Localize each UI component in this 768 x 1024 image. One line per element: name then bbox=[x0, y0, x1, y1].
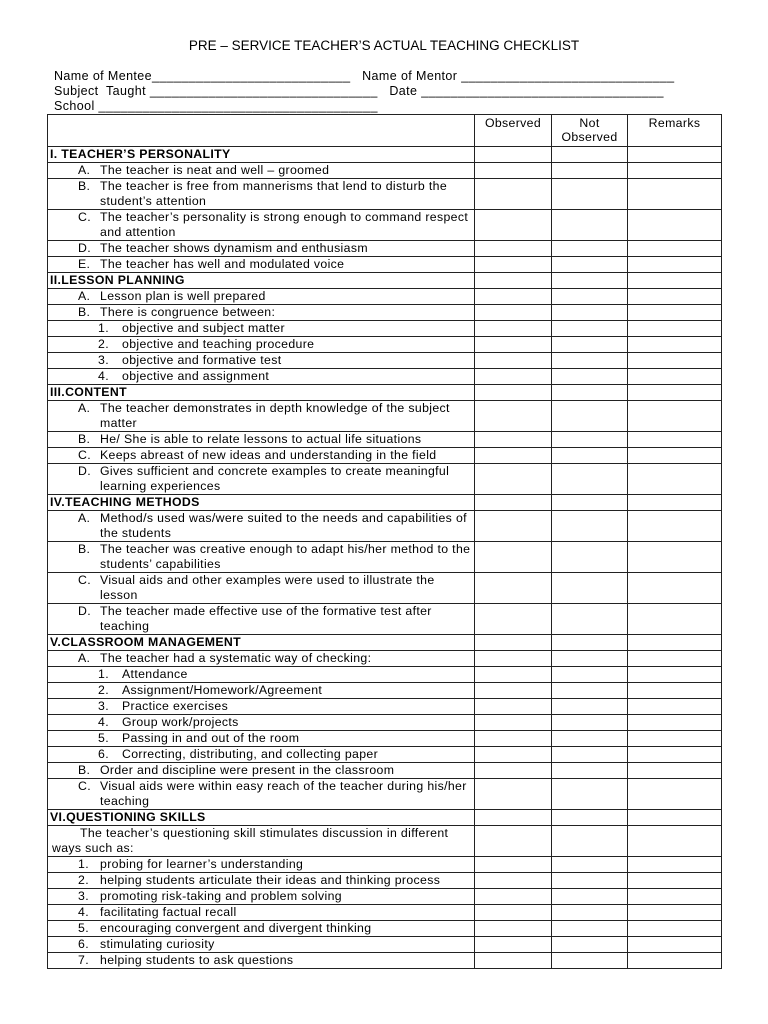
observed-cell[interactable] bbox=[475, 511, 552, 542]
item-marker: D. bbox=[78, 241, 91, 255]
remarks-cell[interactable] bbox=[628, 147, 722, 163]
table-row bbox=[48, 604, 722, 635]
item-text: probing for learner’s understanding bbox=[100, 857, 304, 871]
remarks-cell[interactable] bbox=[628, 448, 722, 464]
criterion-cell bbox=[48, 905, 475, 921]
item-marker: B. bbox=[78, 542, 91, 556]
not-observed-cell[interactable] bbox=[552, 937, 628, 953]
table-row bbox=[48, 937, 722, 953]
criterion-cell bbox=[48, 321, 475, 337]
item-text: The teacher demonstrates in depth knowledge of the subject matter bbox=[100, 401, 450, 430]
remarks-cell[interactable] bbox=[628, 241, 722, 257]
item-text: The teacher’s personality is strong enough to command respect and attention bbox=[100, 210, 469, 239]
not-observed-cell[interactable] bbox=[552, 921, 628, 937]
section-row bbox=[48, 385, 722, 401]
not-observed-cell[interactable] bbox=[552, 289, 628, 305]
not-observed-cell[interactable] bbox=[552, 667, 628, 683]
table-row bbox=[48, 573, 722, 604]
criterion-cell bbox=[48, 889, 475, 905]
criterion-cell bbox=[48, 337, 475, 353]
item-marker: A. bbox=[78, 651, 91, 665]
item-marker: A. bbox=[78, 289, 91, 303]
not-observed-cell[interactable] bbox=[552, 651, 628, 667]
criterion-cell bbox=[48, 305, 475, 321]
observed-cell[interactable] bbox=[475, 210, 552, 241]
item-marker: E. bbox=[78, 257, 91, 271]
not-observed-cell[interactable] bbox=[552, 337, 628, 353]
not-observed-cell[interactable] bbox=[552, 321, 628, 337]
section-row bbox=[48, 273, 722, 289]
observed-cell[interactable] bbox=[475, 147, 552, 163]
criterion-cell bbox=[48, 257, 475, 273]
criterion-cell bbox=[48, 667, 475, 683]
remarks-cell[interactable] bbox=[628, 810, 722, 826]
observed-cell[interactable] bbox=[475, 810, 552, 826]
table-row bbox=[48, 369, 722, 385]
item-text: Assignment/Homework/Agreement bbox=[122, 683, 323, 697]
item-text: Method/s used was/were suited to the needs and capabilities of the students bbox=[100, 511, 467, 540]
item-marker: D. bbox=[78, 604, 91, 618]
criterion-cell bbox=[48, 715, 475, 731]
section-heading bbox=[48, 495, 475, 511]
observed-cell[interactable] bbox=[475, 857, 552, 873]
table-row bbox=[48, 511, 722, 542]
not-observed-cell[interactable] bbox=[552, 273, 628, 289]
observed-cell[interactable] bbox=[475, 432, 552, 448]
item-marker: 3. bbox=[78, 889, 89, 903]
table-row bbox=[48, 921, 722, 937]
table-row bbox=[48, 305, 722, 321]
criterion-cell bbox=[48, 857, 475, 873]
remarks-cell[interactable] bbox=[628, 763, 722, 779]
table-row bbox=[48, 321, 722, 337]
remarks-cell[interactable] bbox=[628, 257, 722, 273]
observed-cell[interactable] bbox=[475, 715, 552, 731]
item-marker: 4. bbox=[78, 905, 89, 919]
criteria-header bbox=[48, 115, 475, 147]
item-marker: B. bbox=[78, 432, 91, 446]
table-row bbox=[48, 651, 722, 667]
item-text: facilitating factual recall bbox=[100, 905, 237, 919]
item-text: The teacher is free from mannerisms that lend to disturb the student’s attention bbox=[100, 179, 448, 208]
item-text: The teacher has well and modulated voice bbox=[100, 257, 345, 271]
observed-cell[interactable] bbox=[475, 289, 552, 305]
item-text: The teacher is neat and well – groomed bbox=[100, 163, 330, 177]
not-observed-cell[interactable] bbox=[552, 857, 628, 873]
table-row bbox=[48, 448, 722, 464]
observed-cell[interactable] bbox=[475, 826, 552, 857]
item-marker: 2. bbox=[78, 873, 89, 887]
observed-cell[interactable] bbox=[475, 747, 552, 763]
remarks-cell[interactable] bbox=[628, 889, 722, 905]
remarks-cell[interactable] bbox=[628, 921, 722, 937]
table-row bbox=[48, 857, 722, 873]
not-observed-cell[interactable] bbox=[552, 257, 628, 273]
item-text: objective and assignment bbox=[122, 369, 270, 383]
item-text: helping students to ask questions bbox=[100, 953, 294, 967]
item-text: Order and discipline were present in the classroom bbox=[100, 763, 395, 777]
item-text: IV.TEACHING METHODS bbox=[50, 495, 200, 509]
item-text: The teacher made effective use of the formative test after teaching bbox=[100, 604, 432, 633]
criterion-cell bbox=[48, 953, 475, 969]
observed-cell[interactable] bbox=[475, 385, 552, 401]
item-marker: C. bbox=[78, 573, 91, 587]
observed-cell[interactable] bbox=[475, 542, 552, 573]
criterion-cell bbox=[48, 210, 475, 241]
remarks-cell[interactable] bbox=[628, 401, 722, 432]
table-row bbox=[48, 464, 722, 495]
table-row bbox=[48, 731, 722, 747]
remarks-cell[interactable] bbox=[628, 937, 722, 953]
remarks-cell[interactable] bbox=[628, 305, 722, 321]
item-text: Practice exercises bbox=[122, 699, 229, 713]
item-marker: D. bbox=[78, 464, 91, 478]
observed-cell[interactable] bbox=[475, 889, 552, 905]
item-marker: 4. bbox=[98, 715, 109, 729]
observed-cell[interactable] bbox=[475, 731, 552, 747]
observed-cell[interactable] bbox=[475, 273, 552, 289]
table-row bbox=[48, 763, 722, 779]
criterion-cell bbox=[48, 731, 475, 747]
remarks-cell[interactable] bbox=[628, 369, 722, 385]
criterion-cell bbox=[48, 699, 475, 715]
observed-cell[interactable] bbox=[475, 635, 552, 651]
item-text: objective and teaching procedure bbox=[122, 337, 315, 351]
observed-cell[interactable] bbox=[475, 763, 552, 779]
criterion-cell bbox=[48, 651, 475, 667]
remarks-cell[interactable] bbox=[628, 210, 722, 241]
criterion-cell bbox=[48, 779, 475, 810]
item-marker: 1. bbox=[78, 857, 89, 871]
item-text: II.LESSON PLANNING bbox=[50, 273, 185, 287]
section-row bbox=[48, 635, 722, 651]
not-observed-cell[interactable] bbox=[552, 826, 628, 857]
observed-cell[interactable] bbox=[475, 937, 552, 953]
table-row bbox=[48, 353, 722, 369]
remarks-cell[interactable] bbox=[628, 635, 722, 651]
item-text: The teacher shows dynamism and enthusiasm bbox=[100, 241, 368, 255]
item-marker: 5. bbox=[98, 731, 109, 745]
item-marker: 5. bbox=[78, 921, 89, 935]
remarks-cell[interactable] bbox=[628, 321, 722, 337]
item-marker: 1. bbox=[98, 321, 109, 335]
item-marker: A. bbox=[78, 511, 91, 525]
item-marker: 6. bbox=[98, 747, 109, 761]
criterion-cell bbox=[48, 683, 475, 699]
section-heading bbox=[48, 810, 475, 826]
criterion-cell bbox=[48, 937, 475, 953]
table-row bbox=[48, 179, 722, 210]
item-text: III.CONTENT bbox=[50, 385, 127, 399]
criterion-cell bbox=[48, 163, 475, 179]
remarks-cell[interactable] bbox=[628, 857, 722, 873]
table-row bbox=[48, 873, 722, 889]
not-observed-cell[interactable] bbox=[552, 715, 628, 731]
item-text: Lesson plan is well prepared bbox=[100, 289, 266, 303]
observed-cell[interactable] bbox=[475, 667, 552, 683]
item-marker: 1. bbox=[98, 667, 109, 681]
remarks-header: Remarks bbox=[628, 115, 722, 147]
criterion-cell bbox=[48, 369, 475, 385]
not-observed-cell[interactable] bbox=[552, 163, 628, 179]
item-text: The teacher had a systematic way of checking: bbox=[100, 651, 372, 665]
remarks-cell[interactable] bbox=[628, 747, 722, 763]
item-marker: C. bbox=[78, 779, 91, 793]
remarks-cell[interactable] bbox=[628, 905, 722, 921]
criterion-cell bbox=[48, 432, 475, 448]
remarks-cell[interactable] bbox=[628, 873, 722, 889]
item-marker: B. bbox=[78, 763, 91, 777]
item-marker: 4. bbox=[98, 369, 109, 383]
observed-cell[interactable] bbox=[475, 495, 552, 511]
observed-cell[interactable] bbox=[475, 257, 552, 273]
table-row bbox=[48, 699, 722, 715]
not-observed-cell[interactable] bbox=[552, 448, 628, 464]
observed-cell[interactable] bbox=[475, 905, 552, 921]
item-text: stimulating curiosity bbox=[100, 937, 215, 951]
not-observed-cell[interactable] bbox=[552, 889, 628, 905]
item-text: encouraging convergent and divergent thinking bbox=[100, 921, 372, 935]
remarks-cell[interactable] bbox=[628, 495, 722, 511]
item-text: Visual aids were within easy reach of the teacher during his/her teaching bbox=[100, 779, 467, 808]
observed-cell[interactable] bbox=[475, 573, 552, 604]
observed-cell[interactable] bbox=[475, 651, 552, 667]
item-marker: A. bbox=[78, 163, 91, 177]
observed-header: Observed bbox=[475, 115, 552, 147]
not-observed-cell[interactable] bbox=[552, 604, 628, 635]
not-observed-cell[interactable] bbox=[552, 305, 628, 321]
item-marker: A. bbox=[78, 401, 91, 415]
table-row bbox=[48, 432, 722, 448]
item-text: Passing in and out of the room bbox=[122, 731, 300, 745]
criterion-cell bbox=[48, 179, 475, 210]
item-marker: 6. bbox=[78, 937, 89, 951]
observed-cell[interactable] bbox=[475, 448, 552, 464]
observed-cell[interactable] bbox=[475, 873, 552, 889]
section-heading bbox=[48, 273, 475, 289]
remarks-cell[interactable] bbox=[628, 683, 722, 699]
item-marker: B. bbox=[78, 179, 91, 193]
school-field-line[interactable]: School ______________________________________ bbox=[54, 99, 378, 113]
observed-cell[interactable] bbox=[475, 369, 552, 385]
item-text: objective and formative test bbox=[122, 353, 282, 367]
observed-cell[interactable] bbox=[475, 953, 552, 969]
remarks-cell[interactable] bbox=[628, 715, 722, 731]
not-observed-cell[interactable] bbox=[552, 495, 628, 511]
not-observed-cell[interactable] bbox=[552, 905, 628, 921]
criterion-cell bbox=[48, 747, 475, 763]
not-observed-cell[interactable] bbox=[552, 401, 628, 432]
mentee-mentor-field-line[interactable]: Name of Mentee___________________________ Name of Mentor _____________________________ bbox=[54, 69, 675, 83]
remarks-cell[interactable] bbox=[628, 432, 722, 448]
item-marker: C. bbox=[78, 210, 91, 224]
observed-cell[interactable] bbox=[475, 179, 552, 210]
item-text: Keeps abreast of new ideas and understanding in the field bbox=[100, 448, 437, 462]
not-observed-cell[interactable] bbox=[552, 635, 628, 651]
not-observed-cell[interactable] bbox=[552, 763, 628, 779]
criterion-cell bbox=[48, 921, 475, 937]
not-observed-cell[interactable] bbox=[552, 210, 628, 241]
table-row bbox=[48, 289, 722, 305]
remarks-cell[interactable] bbox=[628, 731, 722, 747]
not-observed-cell[interactable] bbox=[552, 953, 628, 969]
observed-cell[interactable] bbox=[475, 921, 552, 937]
table-row bbox=[48, 953, 722, 969]
item-marker: 7. bbox=[78, 953, 89, 967]
subject-date-field-line[interactable]: Subject Taught _______________________________ Date _________________________________ bbox=[54, 84, 664, 98]
not-observed-cell[interactable] bbox=[552, 385, 628, 401]
remarks-cell[interactable] bbox=[628, 289, 722, 305]
item-text: promoting risk-taking and problem solving bbox=[100, 889, 342, 903]
table-row bbox=[48, 715, 722, 731]
item-text: I. TEACHER’S PERSONALITY bbox=[50, 147, 231, 161]
table-row bbox=[48, 667, 722, 683]
remarks-cell[interactable] bbox=[628, 542, 722, 573]
item-text: The teacher’s questioning skill stimulates discussion in different ways such as: bbox=[52, 826, 449, 855]
remarks-cell[interactable] bbox=[628, 779, 722, 810]
not-observed-cell[interactable] bbox=[552, 747, 628, 763]
table-header-row bbox=[48, 115, 722, 147]
observed-cell[interactable] bbox=[475, 163, 552, 179]
table-row bbox=[48, 163, 722, 179]
criterion-cell bbox=[48, 241, 475, 257]
item-text: Gives sufficient and concrete examples to create meaningful learning experiences bbox=[100, 464, 450, 493]
section-row bbox=[48, 147, 722, 163]
not-observed-cell[interactable] bbox=[552, 683, 628, 699]
not-observed-cell[interactable] bbox=[552, 873, 628, 889]
observed-cell[interactable] bbox=[475, 353, 552, 369]
observed-cell[interactable] bbox=[475, 321, 552, 337]
table-row bbox=[48, 241, 722, 257]
section-heading bbox=[48, 385, 475, 401]
item-text: The teacher was creative enough to adapt his/her method to the students’ capabilities bbox=[100, 542, 471, 571]
remarks-cell[interactable] bbox=[628, 604, 722, 635]
table-row bbox=[48, 257, 722, 273]
criterion-cell bbox=[48, 573, 475, 604]
criterion-cell bbox=[48, 604, 475, 635]
not-observed-cell[interactable] bbox=[552, 511, 628, 542]
remarks-cell[interactable] bbox=[628, 651, 722, 667]
item-marker: 3. bbox=[98, 353, 109, 367]
criterion-cell bbox=[48, 464, 475, 495]
table-row bbox=[48, 210, 722, 241]
observed-cell[interactable] bbox=[475, 699, 552, 715]
observed-cell[interactable] bbox=[475, 305, 552, 321]
criterion-cell bbox=[48, 448, 475, 464]
criterion-cell bbox=[48, 401, 475, 432]
section-row bbox=[48, 810, 722, 826]
criterion-cell bbox=[48, 826, 475, 857]
not-observed-cell[interactable] bbox=[552, 179, 628, 210]
item-text: Group work/projects bbox=[122, 715, 239, 729]
not-observed-cell[interactable] bbox=[552, 573, 628, 604]
item-text: VI.QUESTIONING SKILLS bbox=[50, 810, 206, 824]
not-observed-cell[interactable] bbox=[552, 147, 628, 163]
not-observed-cell[interactable] bbox=[552, 810, 628, 826]
criterion-cell bbox=[48, 542, 475, 573]
item-text: Attendance bbox=[122, 667, 188, 681]
observed-cell[interactable] bbox=[475, 401, 552, 432]
not-observed-header: Not Observed bbox=[552, 115, 628, 147]
checklist-table bbox=[47, 114, 722, 969]
remarks-cell[interactable] bbox=[628, 667, 722, 683]
item-marker: C. bbox=[78, 448, 91, 462]
section-heading bbox=[48, 635, 475, 651]
table-row bbox=[48, 889, 722, 905]
criterion-cell bbox=[48, 511, 475, 542]
section-heading bbox=[48, 147, 475, 163]
remarks-cell[interactable] bbox=[628, 953, 722, 969]
not-observed-cell[interactable] bbox=[552, 542, 628, 573]
table-row bbox=[48, 826, 722, 857]
not-observed-cell[interactable] bbox=[552, 464, 628, 495]
item-text: objective and subject matter bbox=[122, 321, 285, 335]
criterion-cell bbox=[48, 763, 475, 779]
not-observed-cell[interactable] bbox=[552, 369, 628, 385]
not-observed-cell[interactable] bbox=[552, 432, 628, 448]
observed-cell[interactable] bbox=[475, 779, 552, 810]
item-marker: 3. bbox=[98, 699, 109, 713]
not-observed-cell[interactable] bbox=[552, 241, 628, 257]
criterion-cell bbox=[48, 353, 475, 369]
remarks-cell[interactable] bbox=[628, 464, 722, 495]
item-marker: 2. bbox=[98, 337, 109, 351]
table-row bbox=[48, 337, 722, 353]
criterion-cell bbox=[48, 289, 475, 305]
remarks-cell[interactable] bbox=[628, 573, 722, 604]
item-marker: 2. bbox=[98, 683, 109, 697]
table-row bbox=[48, 905, 722, 921]
remarks-cell[interactable] bbox=[628, 699, 722, 715]
not-observed-cell[interactable] bbox=[552, 731, 628, 747]
item-text: helping students articulate their ideas and thinking process bbox=[100, 873, 441, 887]
checklist-body bbox=[48, 147, 722, 969]
table-row bbox=[48, 542, 722, 573]
remarks-cell[interactable] bbox=[628, 273, 722, 289]
remarks-cell[interactable] bbox=[628, 353, 722, 369]
observed-cell[interactable] bbox=[475, 241, 552, 257]
observed-cell[interactable] bbox=[475, 464, 552, 495]
criterion-cell bbox=[48, 873, 475, 889]
remarks-cell[interactable] bbox=[628, 511, 722, 542]
not-observed-cell[interactable] bbox=[552, 353, 628, 369]
remarks-cell[interactable] bbox=[628, 337, 722, 353]
item-text: V.CLASSROOM MANAGEMENT bbox=[50, 635, 242, 649]
remarks-cell[interactable] bbox=[628, 179, 722, 210]
item-text: There is congruence between: bbox=[100, 305, 276, 319]
table-row bbox=[48, 683, 722, 699]
table-row bbox=[48, 401, 722, 432]
item-text: Visual aids and other examples were used to illustrate the lesson bbox=[100, 573, 435, 602]
page-title: PRE – SERVICE TEACHER’S ACTUAL TEACHING CHECKLIST bbox=[188, 38, 580, 53]
remarks-cell[interactable] bbox=[628, 163, 722, 179]
observed-cell[interactable] bbox=[475, 337, 552, 353]
item-marker: B. bbox=[78, 305, 91, 319]
table-row bbox=[48, 747, 722, 763]
not-observed-cell[interactable] bbox=[552, 699, 628, 715]
observed-cell[interactable] bbox=[475, 604, 552, 635]
section-row bbox=[48, 495, 722, 511]
remarks-cell[interactable] bbox=[628, 385, 722, 401]
observed-cell[interactable] bbox=[475, 683, 552, 699]
table-row bbox=[48, 779, 722, 810]
item-text: He/ She is able to relate lessons to actual life situations bbox=[100, 432, 422, 446]
not-observed-cell[interactable] bbox=[552, 779, 628, 810]
item-text: Correcting, distributing, and collecting paper bbox=[122, 747, 379, 761]
remarks-cell[interactable] bbox=[628, 826, 722, 857]
